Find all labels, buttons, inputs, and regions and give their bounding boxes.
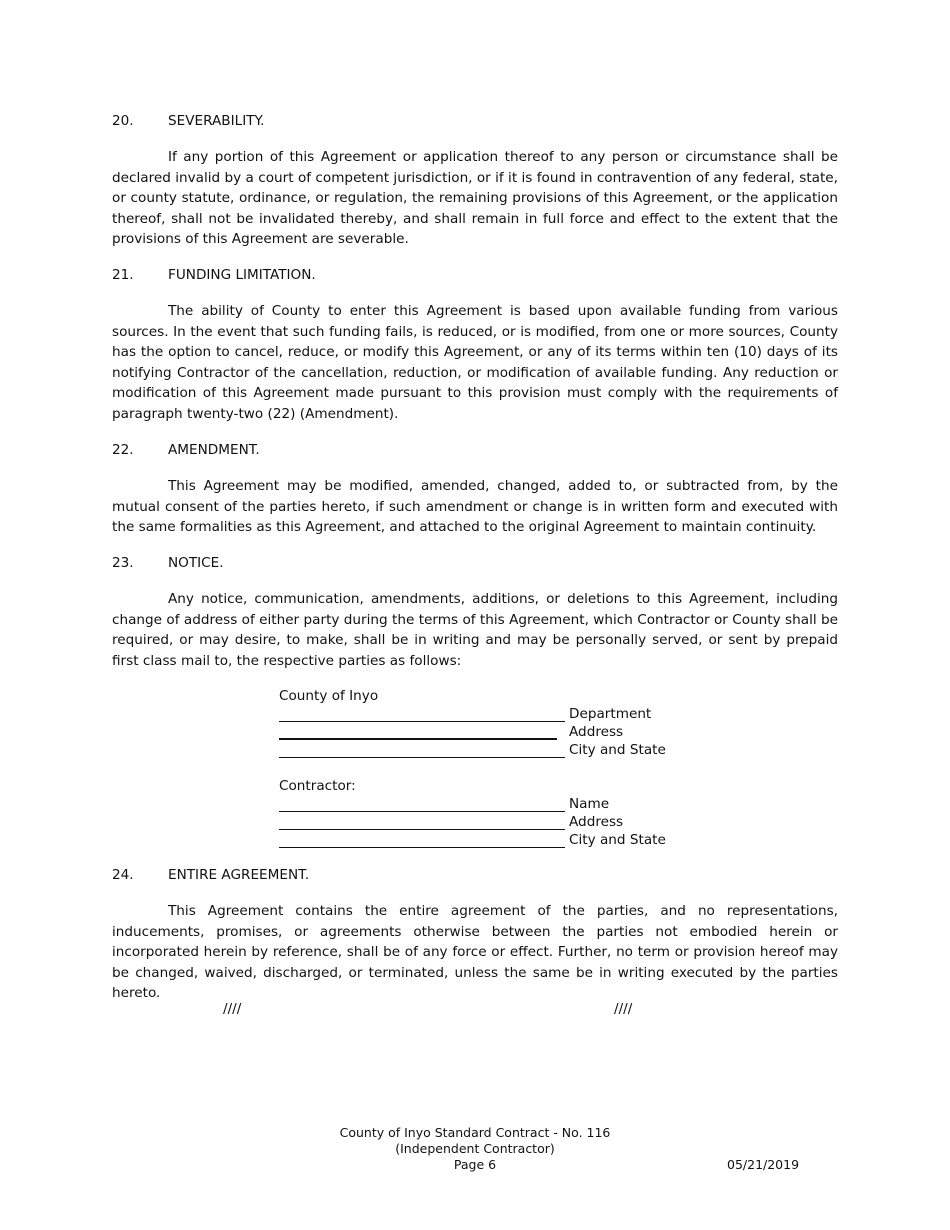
row-label: Address	[569, 814, 624, 830]
address-row	[279, 723, 699, 741]
section-number: 23.	[112, 555, 134, 571]
section-paragraph: The ability of County to enter this Agreement is based upon available funding from various sources. In the event that such funding fails, is reduced, or is modified, from one or more sources, County has the option to cancel, reduce, or modify this Agreement, or any of its terms within ten (10) days of its notifying Contractor of the cancellation, reduction, or modification of available funding. Any reduction or modification of this Agreement made pursuant to this provision must comply with the requirements of paragraph twenty-two (22) (Amendment).	[112, 303, 838, 422]
row-label: City and State	[569, 742, 666, 758]
footer-contract-title: County of Inyo Standard Contract - No. 116	[339, 1125, 611, 1140]
section-number: 21.	[112, 267, 134, 283]
section-21	[112, 265, 838, 424]
blank-line	[279, 811, 565, 812]
blank-line	[279, 847, 565, 848]
section-title: ENTIRE AGREEMENT.	[168, 867, 310, 883]
county-label: County of Inyo	[279, 688, 379, 704]
section-title: FUNDING LIMITATION.	[168, 267, 316, 283]
section-heading	[112, 865, 838, 885]
footer-page-number: Page 6	[453, 1157, 497, 1172]
contractor-label: Contractor:	[279, 778, 356, 794]
section-number: 24.	[112, 867, 134, 883]
continuation-marker-right: ////	[614, 1001, 633, 1017]
section-heading	[112, 553, 838, 573]
section-23	[112, 553, 838, 671]
blank-line	[279, 738, 557, 740]
blank-line	[279, 721, 565, 722]
address-row	[279, 813, 699, 831]
section-title: NOTICE.	[168, 555, 224, 571]
section-number: 22.	[112, 442, 134, 458]
address-row	[279, 741, 699, 759]
address-row	[279, 795, 699, 813]
row-label: Department	[569, 706, 652, 722]
row-label: City and State	[569, 832, 666, 848]
section-24	[112, 865, 838, 1004]
section-paragraph: This Agreement may be modified, amended, changed, added to, or subtracted from, by the mutual consent of the parties hereto, if such amendment or change is in written form and executed with the same formalities as this Agreement, and attached to the original Agreement to maintain continuity.	[112, 478, 838, 535]
blank-line	[279, 757, 565, 758]
address-row	[279, 831, 699, 849]
section-paragraph: This Agreement contains the entire agreement of the parties, and no representations, inducements, promises, or agreements otherwise between the parties not embodied herein or incorporated herein by reference, shall be of any force or effect. Further, no term or provision hereof may be changed, waived, discharged, or terminated, unless the same be in writing executed by the parties hereto.	[112, 903, 838, 1001]
section-paragraph: Any notice, communication, amendments, additions, or deletions to this Agreement, including change of address of either party during the terms of this Agreement, which Contractor or County shall be required, or may desire, to make, shall be in writing and may be personally served, or sent by prepaid first class mail to, the respective parties as follows:	[112, 591, 838, 669]
section-number: 20.	[112, 113, 134, 129]
footer-contract-type: (Independent Contractor)	[395, 1141, 555, 1156]
blank-line	[279, 829, 565, 830]
section-heading	[112, 440, 838, 460]
section-title: AMENDMENT.	[168, 442, 260, 458]
section-heading	[112, 265, 838, 285]
address-row	[279, 705, 699, 723]
row-label: Name	[569, 796, 610, 812]
row-label: Address	[569, 724, 624, 740]
section-20	[112, 111, 838, 250]
section-heading	[112, 111, 838, 131]
contractor-address-block	[279, 777, 699, 849]
county-address-block	[279, 687, 699, 759]
continuation-marker-left: ////	[223, 1001, 242, 1017]
footer-date: 05/21/2019	[727, 1157, 800, 1172]
section-22	[112, 440, 838, 538]
section-title: SEVERABILITY.	[168, 113, 265, 129]
section-paragraph: If any portion of this Agreement or application thereof to any person or circumstance shall be declared invalid by a court of competent jurisdiction, or if it is found in contravention of any federal, state, or county statute, ordinance, or regulation, the remaining provisions of this Agreement, or the application thereof, shall not be invalidated thereby, and shall remain in full force and effect to the extent that the provisions of this Agreement are severable.	[112, 149, 838, 247]
